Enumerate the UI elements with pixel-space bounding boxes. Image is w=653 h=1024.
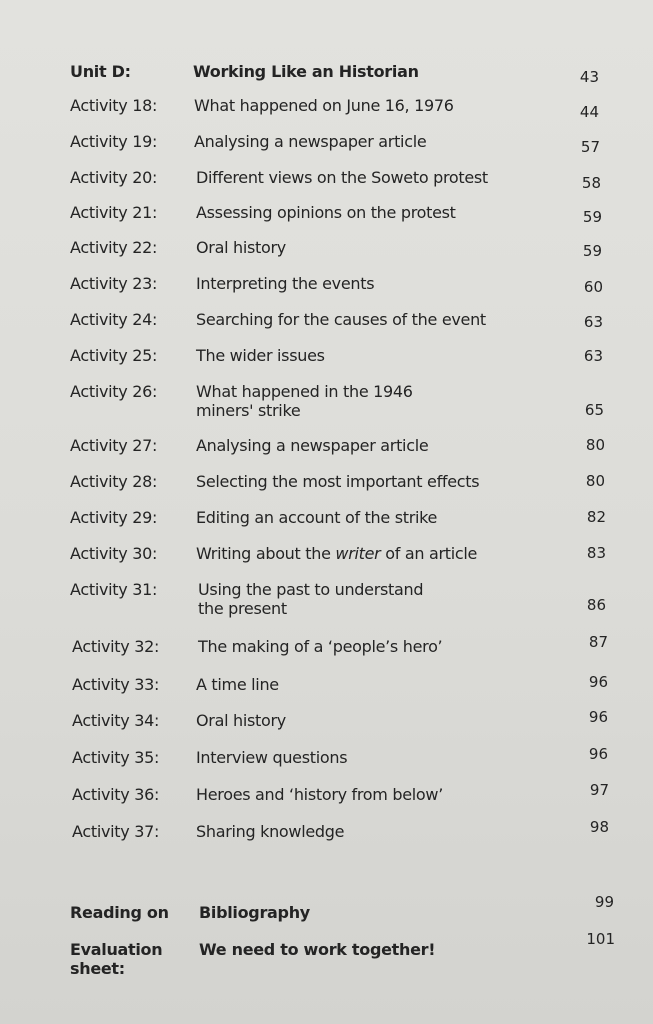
section-title: Bibliography — [199, 903, 310, 922]
activity-title: Searching for the causes of the event — [196, 310, 486, 329]
page-number: 83 — [586, 544, 606, 562]
activity-title: A time line — [196, 675, 279, 694]
activity-label: Activity 34: — [72, 711, 160, 730]
activity-title: The making of a ‘people’s hero’ — [198, 637, 443, 656]
activity-label: Activity 31: — [70, 580, 158, 599]
activity-title: Assessing opinions on the protest — [196, 203, 456, 222]
activity-label: Activity 37: — [72, 822, 160, 841]
page-number: 58 — [581, 174, 601, 192]
activity-label: Activity 23: — [70, 274, 158, 293]
activity-title: Interpreting the events — [196, 274, 375, 293]
activity-title: Oral history — [196, 711, 286, 730]
activity-label: Activity 32: — [72, 637, 160, 656]
page-number: 59 — [582, 208, 602, 226]
activity-title: What happened on June 16, 1976 — [194, 96, 454, 115]
page-number: 101 — [586, 930, 615, 948]
page-number: 59 — [582, 242, 602, 260]
activity-label: Activity 35: — [72, 748, 160, 767]
page-number: 57 — [580, 138, 600, 156]
activity-title-emphasis: writer — [335, 544, 381, 563]
page-number: 63 — [583, 313, 603, 331]
page-number: 86 — [586, 596, 606, 614]
activity-label: Activity 20: — [70, 168, 158, 187]
page-number: 80 — [585, 436, 605, 454]
activity-title: Oral history — [196, 238, 286, 257]
page-number: 82 — [586, 508, 606, 526]
activity-title — [198, 580, 423, 618]
activity-title-line: Using the past to understand — [198, 580, 424, 599]
section-label — [70, 940, 162, 978]
page-number: 97 — [589, 781, 609, 799]
activity-label: Activity 29: — [70, 508, 158, 527]
activity-title-line: What happened in the 1946 — [196, 382, 413, 401]
activity-label: Activity 36: — [72, 785, 160, 804]
section-label-line: sheet: — [70, 959, 125, 978]
activity-title: Selecting the most important effects — [196, 472, 480, 491]
page-number: 99 — [594, 893, 614, 911]
activity-title — [196, 382, 413, 420]
section-label-line: Evaluation — [70, 940, 163, 959]
activity-title-line: miners' strike — [196, 401, 301, 420]
activity-label: Activity 21: — [70, 203, 158, 222]
activity-title: Editing an account of the strike — [196, 508, 438, 527]
activity-title: Sharing knowledge — [196, 822, 345, 841]
activity-title: Analysing a newspaper article — [194, 132, 427, 151]
activity-title: Heroes and ‘history from below’ — [196, 785, 443, 804]
activity-label: Activity 25: — [70, 346, 158, 365]
page-number: 65 — [584, 401, 604, 419]
activity-title: The wider issues — [196, 346, 325, 365]
activity-title: Analysing a newspaper article — [196, 436, 429, 455]
page-number: 43 — [579, 68, 599, 86]
activity-label: Activity 27: — [70, 436, 158, 455]
activity-title-text: Writing about the — [196, 544, 336, 563]
activity-label: Activity 19: — [70, 132, 158, 151]
page-number: 60 — [583, 278, 603, 296]
unit-label: Unit D: — [70, 62, 131, 81]
page-number: 80 — [585, 472, 605, 490]
activity-label: Activity 22: — [70, 238, 158, 257]
activity-label: Activity 24: — [70, 310, 158, 329]
activity-label: Activity 18: — [70, 96, 158, 115]
section-label: Reading on — [70, 903, 169, 922]
activity-label: Activity 33: — [72, 675, 160, 694]
activity-label: Activity 30: — [70, 544, 158, 563]
activity-title: Different views on the Soweto protest — [196, 168, 488, 187]
activity-title — [196, 544, 477, 563]
activity-title: Interview questions — [196, 748, 348, 767]
unit-title: Working Like an Historian — [193, 62, 419, 81]
page-number: 96 — [588, 673, 608, 691]
page-number: 96 — [588, 708, 608, 726]
page-number: 96 — [588, 745, 608, 763]
activity-title-text: of an article — [380, 544, 478, 563]
activity-title-line: the present — [198, 599, 287, 618]
activity-label: Activity 28: — [70, 472, 158, 491]
page-number: 98 — [589, 818, 609, 836]
page-number: 87 — [588, 633, 608, 651]
activity-label: Activity 26: — [70, 382, 158, 401]
page-number: 63 — [583, 347, 603, 365]
page-number: 44 — [579, 103, 599, 121]
section-title: We need to work together! — [199, 940, 436, 959]
